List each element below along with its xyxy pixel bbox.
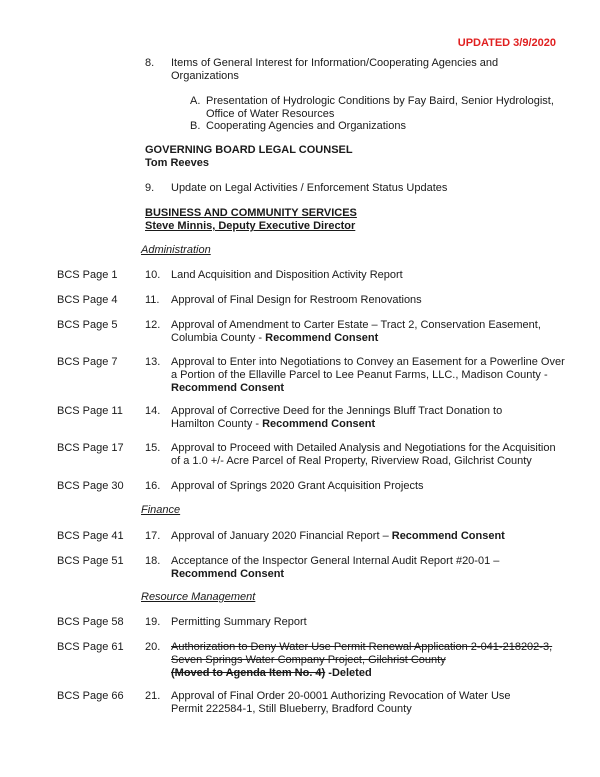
item-description: Approval of January 2020 Financial Report –	[171, 530, 392, 542]
subsection-finance: Finance	[141, 504, 181, 516]
item-number: 15.	[145, 442, 161, 454]
updated-stamp: UPDATED 3/9/2020	[457, 37, 556, 49]
section-heading: GOVERNING BOARD LEGAL COUNSEL	[145, 144, 353, 156]
item-number: 11.	[145, 294, 160, 306]
page-ref: BCS Page 51	[57, 555, 124, 567]
item-text: Items of General Interest for Information/Cooperating Agencies and Organizations	[171, 57, 499, 82]
item-number: 13.	[145, 356, 161, 368]
page-ref: BCS Page 7	[57, 356, 118, 368]
moved-note: (Moved to Agenda Item No. 4)	[171, 667, 326, 679]
recommend-consent: Recommend Consent	[391, 530, 505, 542]
section-person: Steve Minnis, Deputy Executive Director	[145, 220, 356, 232]
item-text: Update on Legal Activities / Enforcement Status Updates	[171, 182, 448, 194]
sub-item-letter: B.	[190, 120, 201, 132]
page-ref: BCS Page 4	[57, 294, 118, 306]
item-text: Approval of Final Design for Restroom Renovations	[171, 294, 422, 306]
item-text	[171, 356, 566, 395]
sub-item-text: Cooperating Agencies and Organizations	[206, 120, 406, 132]
deleted-tag: -Deleted	[325, 667, 372, 679]
page-ref: BCS Page 17	[57, 442, 124, 454]
recommend-consent: Recommend Consent	[265, 332, 379, 344]
recommend-consent: Recommend Consent	[171, 382, 285, 394]
recommend-consent: Recommend Consent	[171, 568, 285, 580]
page-ref: BCS Page 11	[57, 405, 123, 417]
item-number: 9.	[145, 182, 155, 194]
item-text	[171, 555, 516, 581]
item-text: Approval of Final Order 20-0001 Authorizing Revocation of Water Use Permit 222584-1, Still Blueberry, Bradford County	[171, 690, 511, 715]
item-number: 18.	[145, 555, 161, 567]
page-ref: BCS Page 61	[57, 641, 124, 653]
item-number: 16.	[145, 480, 161, 492]
page-ref: BCS Page 58	[57, 616, 124, 628]
item-description: Approval of Amendment to Carter Estate – Tract 2, Conservation Easement, Columbia County -	[171, 319, 541, 344]
section-person: Tom Reeves	[145, 157, 209, 169]
item-text: Approval of Springs 2020 Grant Acquisition Projects	[171, 480, 424, 492]
item-text	[171, 530, 566, 543]
item-number: 10.	[145, 269, 161, 281]
item-number: 8.	[145, 57, 155, 69]
page-ref: BCS Page 30	[57, 480, 124, 492]
page-ref: BCS Page 1	[57, 269, 118, 281]
page-ref: BCS Page 41	[57, 530, 124, 542]
item-description: Approval of Corrective Deed for the Jennings Bluff Tract Donation to Hamilton County -	[171, 405, 503, 430]
sub-item-letter: A.	[190, 95, 201, 107]
item-description-struck: Authorization to Deny Water Use Permit Renewal Application 2-041-218202-3, Seven Springs Water Company Project, Gilchrist County	[171, 641, 553, 666]
item-text	[171, 319, 566, 345]
item-text	[171, 405, 531, 431]
page-ref: BCS Page 66	[57, 690, 124, 702]
item-number: 14.	[145, 405, 161, 417]
item-number: 17.	[145, 530, 161, 542]
recommend-consent: Recommend Consent	[262, 418, 376, 430]
item-number: 21.	[145, 690, 161, 702]
item-number: 20.	[145, 641, 161, 653]
item-description: Acceptance of the Inspector General Internal Audit Report #20-01 –	[171, 555, 500, 567]
section-heading: BUSINESS AND COMMUNITY SERVICES	[145, 207, 357, 219]
item-text: Approval to Proceed with Detailed Analysis and Negotiations for the Acquisition of a 1.0 +/- Acre Parcel of Real Property, Riverview Road, Gilchrist County	[171, 442, 556, 467]
item-text: Permitting Summary Report	[171, 616, 307, 628]
item-number: 19.	[145, 616, 161, 628]
item-text	[171, 641, 556, 680]
sub-item-text: Presentation of Hydrologic Conditions by Fay Baird, Senior Hydrologist, Office of Water Resources	[206, 95, 554, 120]
item-number: 12.	[145, 319, 161, 331]
subsection-resource-management: Resource Management	[141, 591, 256, 603]
item-description: Approval to Enter into Negotiations to Convey an Easement for a Powerline Over a Portion of the Ellaville Parcel to Lee Peanut Farms, LLC., Madison County -	[171, 356, 565, 381]
subsection-administration: Administration	[141, 244, 211, 256]
page-ref: BCS Page 5	[57, 319, 118, 331]
item-text: Land Acquisition and Disposition Activity Report	[171, 269, 403, 281]
